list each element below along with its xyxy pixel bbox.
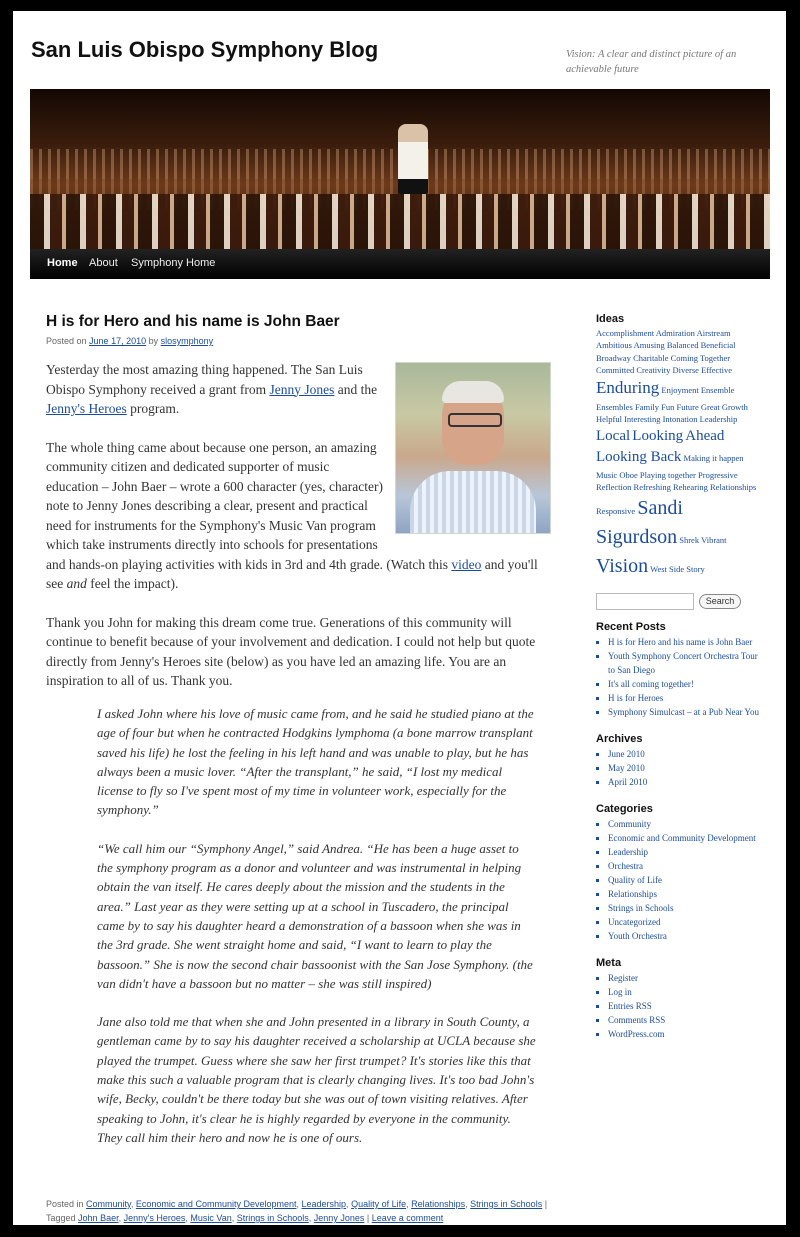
main-nav — [30, 249, 770, 279]
tag-cloud-link[interactable]: Accomplishment — [596, 328, 655, 338]
recent-posts-title: Recent Posts — [596, 620, 666, 633]
tag-cloud-link[interactable]: Sigurdson — [596, 525, 678, 548]
tag-cloud-link[interactable]: Amusing — [633, 340, 665, 351]
tag-cloud-link[interactable]: together — [668, 470, 696, 481]
archives-list — [596, 747, 766, 789]
tag-cloud-link[interactable]: Music — [596, 470, 618, 481]
search-form — [596, 593, 766, 611]
category-link[interactable]: Relationships — [411, 1199, 466, 1209]
site-description: Vision: A clear and distinct picture of an achievable future — [566, 49, 737, 75]
tag-cloud-link[interactable]: Charitable — [633, 352, 669, 363]
meta-link[interactable]: ▪ Comments RSS — [608, 1013, 766, 1027]
tag-cloud-link[interactable]: Ambitious — [596, 340, 632, 351]
tag-cloud-link[interactable]: Rehearing — [672, 482, 708, 493]
categories-title: Categories — [596, 802, 653, 815]
tag-cloud-link[interactable]: Ahead — [685, 427, 725, 444]
tag-cloud-link[interactable]: Enduring — [596, 378, 660, 398]
tag-cloud — [596, 327, 766, 581]
tag-cloud-link[interactable]: Creativity — [636, 364, 671, 375]
category-link[interactable]: Quality of Life — [351, 1199, 407, 1209]
author-link[interactable]: slosymphony — [160, 336, 214, 346]
tag-cloud-link[interactable]: Leadership — [699, 414, 738, 425]
tag-link[interactable]: Jenny's Heroes — [123, 1213, 186, 1223]
archive-link[interactable]: ▪ April 2010 — [608, 775, 766, 789]
search-input[interactable] — [596, 593, 694, 610]
jenny-jones-link[interactable]: Jenny Jones — [269, 381, 335, 397]
tag-cloud-link[interactable]: Making it happen — [683, 453, 744, 464]
tag-link[interactable]: Jenny Jones — [313, 1213, 365, 1223]
tag-cloud-link[interactable]: Oboe — [619, 470, 638, 481]
category-item[interactable]: ▪ Relationships — [608, 887, 766, 901]
quote-paragraph: Jane also told me that when she and John presented in a library in South County, a gentleman came by to say his daughter received a scholarship at UCLA because she played the trumpet. Guess where she saw her first trumpet? It's stories like this that make this such a valuable program that is clearly changing lives. It's too bad John's wife, Becky, couldn't be there today but she was out of town visiting relatives. After speaking to John, it's clear he is highly regarded by everyone in the community. They call him their hero and now he is one of ours. — [97, 1014, 536, 1145]
post-footer: Posted in Community, Economic and Community Development, Leadership, Quality of Life, Relationships, Strings in Schools | Tagged John Baer, Jenny's Heroes, Music Van, Strings in Schools, Jenny Jones | Leave a comment — [46, 1199, 548, 1223]
category-item[interactable]: ▪ Economic and Community Development — [608, 831, 766, 845]
tag-cloud-link[interactable]: Helpful — [596, 414, 622, 425]
recent-post-link[interactable]: ▪ Youth Symphony Concert Orchestra Tour to San Diego — [608, 649, 766, 677]
posted-on-label: Posted on — [46, 336, 87, 346]
tag-link[interactable]: John Baer — [78, 1213, 119, 1223]
category-item[interactable]: ▪ Quality of Life — [608, 873, 766, 887]
tag-cloud-link[interactable]: West Side — [650, 563, 685, 574]
tag-cloud-link[interactable]: Responsive — [596, 505, 636, 516]
tag-cloud-link[interactable]: Beneficial — [700, 340, 736, 351]
tag-cloud-link[interactable]: Ensembles — [596, 401, 633, 412]
recent-post-link[interactable]: ▪ H is for Heroes — [608, 691, 766, 705]
category-item[interactable]: ▪ Youth Orchestra — [608, 929, 766, 943]
tag-cloud-link[interactable]: Story — [686, 563, 705, 574]
by-label: by — [148, 336, 159, 346]
posted-in-label: Posted in — [46, 1199, 84, 1209]
meta-link[interactable]: ▪ Log in — [608, 985, 766, 999]
nav-about[interactable]: About — [89, 257, 118, 269]
tag-cloud-link[interactable]: Committed — [596, 364, 635, 375]
meta-link[interactable]: ▪ WordPress.com — [608, 1027, 766, 1041]
archives-title: Archives — [596, 732, 643, 745]
tag-cloud-link[interactable]: Broadway — [596, 352, 631, 363]
tag-cloud-link[interactable]: Vibrant — [701, 534, 727, 545]
paragraph-3: Thank you John for making this dream come true. Generations of this community will continue to benefit because of your involvement and dedication. I could not help but quote directly from Jenny's Heroes site (below) as you have led an amazing life. You are an inspiration to all of us. Thank you. — [46, 614, 536, 688]
meta-title: Meta — [596, 956, 622, 969]
category-item[interactable]: ▪ Leadership — [608, 845, 766, 859]
tag-cloud-link[interactable]: Progressive — [698, 470, 738, 481]
page — [13, 11, 786, 1225]
tag-cloud-link[interactable]: Airstream — [696, 328, 731, 338]
category-item[interactable]: ▪ Orchestra — [608, 859, 766, 873]
tag-cloud-link[interactable]: Diverse — [672, 364, 699, 375]
p1-text-c: program. — [126, 401, 180, 416]
video-link[interactable]: video — [451, 556, 482, 572]
category-link[interactable]: Community — [86, 1199, 131, 1209]
tag-cloud-link[interactable]: Sandi — [637, 496, 683, 519]
tag-link[interactable]: Strings in Schools — [236, 1213, 309, 1223]
nav-home[interactable]: Home — [47, 257, 78, 269]
p2-emphasis: and — [66, 576, 87, 591]
meta-link[interactable]: ▪ Register — [608, 971, 766, 985]
tag-cloud-link[interactable]: Admiration — [655, 328, 695, 338]
quote-paragraph: “We call him our “Symphony Angel,” said Andrea. “He has been a huge asset to the symphony program as a donor and volunteer and was instrumental in helping obtain the van itself. He cares deeply about the mission and the students in the area.” Last year as they were setting up at a school in Tuscadero, the principal came by to say his daughter heard a demonstration of a bassoon when she was in the 3rd grade. She went straight home and said, “I want to learn to play the bassoon.” She is now the second chair bassoonist with the San Jose Symphony. (the van didn't have a bassoon but no matter – she was still inspired) — [97, 840, 533, 991]
tag-cloud-link[interactable]: Growth — [721, 401, 748, 412]
tag-cloud-link[interactable]: Effective — [701, 364, 733, 375]
category-link[interactable]: Strings in Schools — [470, 1199, 543, 1209]
leave-comment-link[interactable]: Leave a comment — [371, 1213, 444, 1223]
tag-cloud-link[interactable]: Reflection — [596, 482, 632, 493]
post-meta — [46, 336, 213, 346]
meta-list — [596, 971, 766, 1041]
category-link[interactable]: Economic and Community Development — [135, 1199, 297, 1209]
post-content — [46, 360, 551, 710]
category-item[interactable]: ▪ Uncategorized — [608, 915, 766, 929]
tag-cloud-link[interactable]: Future — [676, 401, 699, 412]
tag-cloud-link[interactable]: Coming Together — [670, 352, 731, 363]
tag-cloud-link[interactable]: Interesting — [624, 414, 661, 425]
archive-link[interactable]: ▪ June 2010 — [608, 747, 766, 761]
p2-text-a: The whole thing came about because one person, an amazing community citizen and dedicated supporter of music education – John Baer – wrote a 600 character (yes, character) note to Jenny Jones describing a clear, present and practical need for instruments for the Symphony's Music Van program which take instruments directly into schools for presentations and hands-on playing activities with kids in 3rd and 4th grade. (Watch this — [46, 439, 452, 572]
tag-link[interactable]: Music Van — [190, 1213, 232, 1223]
tag-cloud-link[interactable]: Vision — [596, 554, 649, 577]
tag-cloud-link[interactable]: Family — [634, 401, 660, 412]
categories-list — [596, 817, 766, 943]
post-title[interactable]: H is for Hero and his name is John Baer — [46, 313, 340, 330]
quote-paragraph: I asked John where his love of music came from, and he said he studied piano at the age of four but when he contracted Hodgkins lymphoma (a bone marrow transplant saved his life) he lost the feeling in his left hand and was unable to play, but he has always been a music lover. “After the transplant,” he said, “I lost my medical license to fly so I've spent most of my time in volunteer work, especially for the symphony.” — [97, 706, 534, 818]
recent-posts-list — [596, 635, 766, 719]
p2-text-c: feel the impact). — [86, 576, 179, 591]
p1-text-b: and the — [334, 381, 378, 397]
post-date-link[interactable]: June 17, 2010 — [89, 336, 147, 346]
john-baer-photo — [395, 362, 551, 534]
category-link[interactable]: Leadership — [301, 1199, 347, 1209]
ideas-widget-title: Ideas — [596, 313, 625, 325]
tag-cloud-link[interactable]: Playing — [639, 470, 666, 481]
tag-cloud-link[interactable]: Local — [596, 427, 631, 444]
tag-cloud-link[interactable]: Fun — [661, 401, 675, 412]
recent-post-link[interactable]: ▪ It's all coming together! — [608, 677, 766, 691]
header-banner-image — [30, 89, 770, 249]
search-button[interactable]: Search — [699, 594, 741, 609]
p1-text-a: Yesterday the most amazing thing happened. The San Luis Obispo Symphony received a grant from — [46, 362, 363, 397]
tag-cloud-link[interactable]: Shrek — [679, 534, 700, 545]
conductor-figure — [398, 124, 428, 194]
tag-cloud-link[interactable]: Great — [700, 401, 720, 412]
tag-cloud-link[interactable]: Enjoyment — [661, 385, 699, 396]
tag-cloud-link[interactable]: Looking Back — [596, 449, 682, 466]
archive-link[interactable]: ▪ May 2010 — [608, 761, 766, 775]
recent-post-link[interactable]: ▪ H is for Hero and his name is John Baer — [608, 635, 766, 649]
tag-cloud-link[interactable]: Relationships — [710, 482, 757, 493]
recent-post-link[interactable]: ▪ Symphony Simulcast – at a Pub Near You — [608, 705, 766, 719]
tag-cloud-link[interactable]: Intonation — [662, 414, 698, 425]
nav-symphony-home[interactable]: Symphony Home — [131, 257, 216, 269]
blockquote — [97, 704, 537, 1166]
p2-text-b: and you'll see — [46, 556, 538, 591]
jennys-heroes-link[interactable]: Jenny's Heroes — [46, 401, 127, 416]
category-item[interactable]: ▪ Community — [608, 817, 766, 831]
sidebar — [596, 313, 766, 1055]
category-item[interactable]: ▪ Strings in Schools — [608, 901, 766, 915]
meta-link[interactable]: ▪ Entries RSS — [608, 999, 766, 1013]
tag-cloud-link[interactable]: Refreshing — [633, 482, 671, 493]
tag-cloud-link[interactable]: Ensemble — [700, 385, 735, 396]
tag-cloud-link[interactable]: Looking — [632, 427, 684, 444]
site-title[interactable]: San Luis Obispo Symphony Blog — [31, 37, 379, 62]
tagged-label: Tagged — [46, 1213, 76, 1223]
tag-cloud-link[interactable]: Balanced — [666, 340, 699, 351]
